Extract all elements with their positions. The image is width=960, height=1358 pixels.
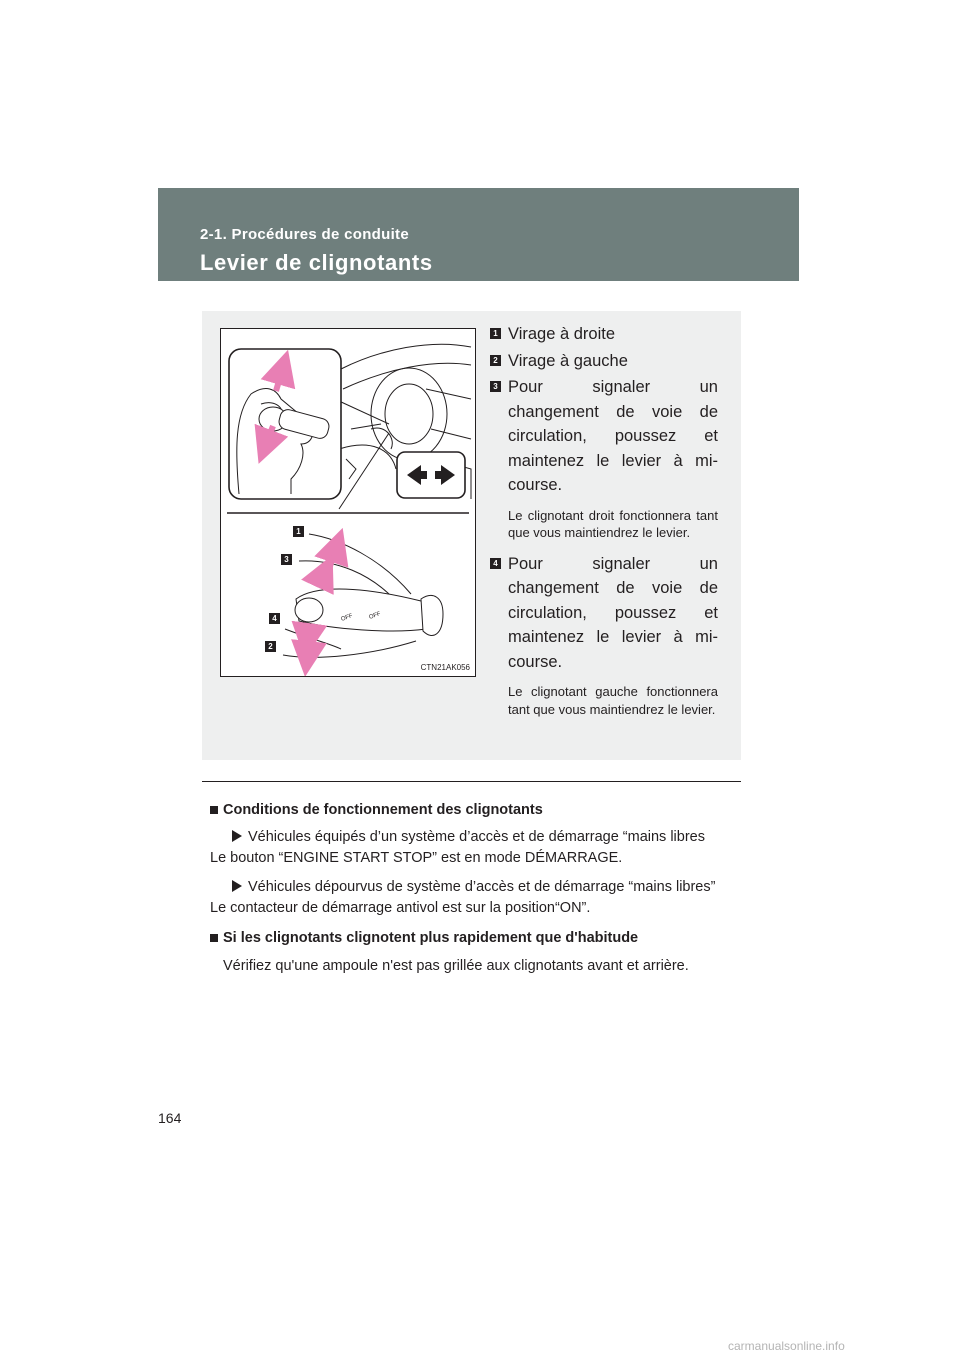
callout-note: Le clignotant droit fonctionnera tant que vous maintiendrez le levier. <box>508 507 718 540</box>
marker-4: 4 <box>269 613 280 624</box>
callout-text: Virage à droite <box>508 325 616 343</box>
note-item-lead: Véhicules dépourvus de système d’accès et de démarrage “mains libres” <box>248 879 716 895</box>
callout-item <box>490 375 718 542</box>
note-body: Vérifiez qu'une ampoule n'est pas grillée aux clignotants avant et arrière. <box>223 958 689 974</box>
note-heading <box>210 800 750 820</box>
callout-text: Virage à gauche <box>508 351 628 370</box>
square-bullet-icon <box>210 934 218 942</box>
callout-number: 1 <box>490 328 501 339</box>
note-heading-text: Conditions de fonctionnement des clignotants <box>223 802 543 818</box>
note-item-lead: Véhicules équipés d’un système d’accès et de démarrage “mains libres <box>248 829 705 845</box>
note-heading-text: Si les clignotants clignotent plus rapidement que d'habitude <box>223 930 639 946</box>
lever-drawing <box>221 329 475 676</box>
callout-item <box>490 552 718 719</box>
callout-text: Pour signaler un changement de voie de circulation, poussez et maintenez le levier à mi-course. <box>508 378 718 494</box>
page-number: 164 <box>158 1110 182 1126</box>
note-item-text: Le contacteur de démarrage antivol est sur la position“ON”. <box>210 900 591 916</box>
square-bullet-icon <box>210 806 218 814</box>
callout-number: 4 <box>490 558 501 569</box>
callout-item <box>490 322 718 347</box>
note-item <box>210 877 750 919</box>
triangle-bullet-icon <box>232 880 242 892</box>
turn-signal-illustration <box>220 328 476 677</box>
callout-list <box>490 322 718 728</box>
callout-item <box>490 349 718 374</box>
callout-number: 2 <box>490 355 501 366</box>
switch-label: OFF <box>340 613 354 623</box>
page-title: Levier de clignotants <box>200 250 433 275</box>
marker-1: 1 <box>293 526 304 537</box>
triangle-bullet-icon <box>232 830 242 842</box>
notes-section <box>210 800 750 977</box>
note-item-text: Le bouton “ENGINE START STOP” est en mode DÉMARRAGE. <box>210 850 623 866</box>
callout-number: 3 <box>490 381 501 392</box>
callout-text: Pour signaler un changement de voie de circulation, poussez et maintenez le levier à mi-course. <box>508 554 718 671</box>
callout-note: Le clignotant gauche fonctionnera tant que vous maintiendrez le levier. <box>508 684 718 717</box>
note-heading <box>210 928 750 948</box>
header-band <box>158 188 799 281</box>
section-divider <box>202 781 741 782</box>
marker-2: 2 <box>265 641 276 652</box>
watermark: carmanualsonline.info <box>728 1339 845 1353</box>
note-item <box>210 827 750 869</box>
marker-3: 3 <box>281 554 292 565</box>
figure-code: CTN21AK056 <box>420 663 470 672</box>
section-label: 2-1. Procédures de conduite <box>200 226 409 243</box>
switch-label: OFF <box>368 611 382 621</box>
